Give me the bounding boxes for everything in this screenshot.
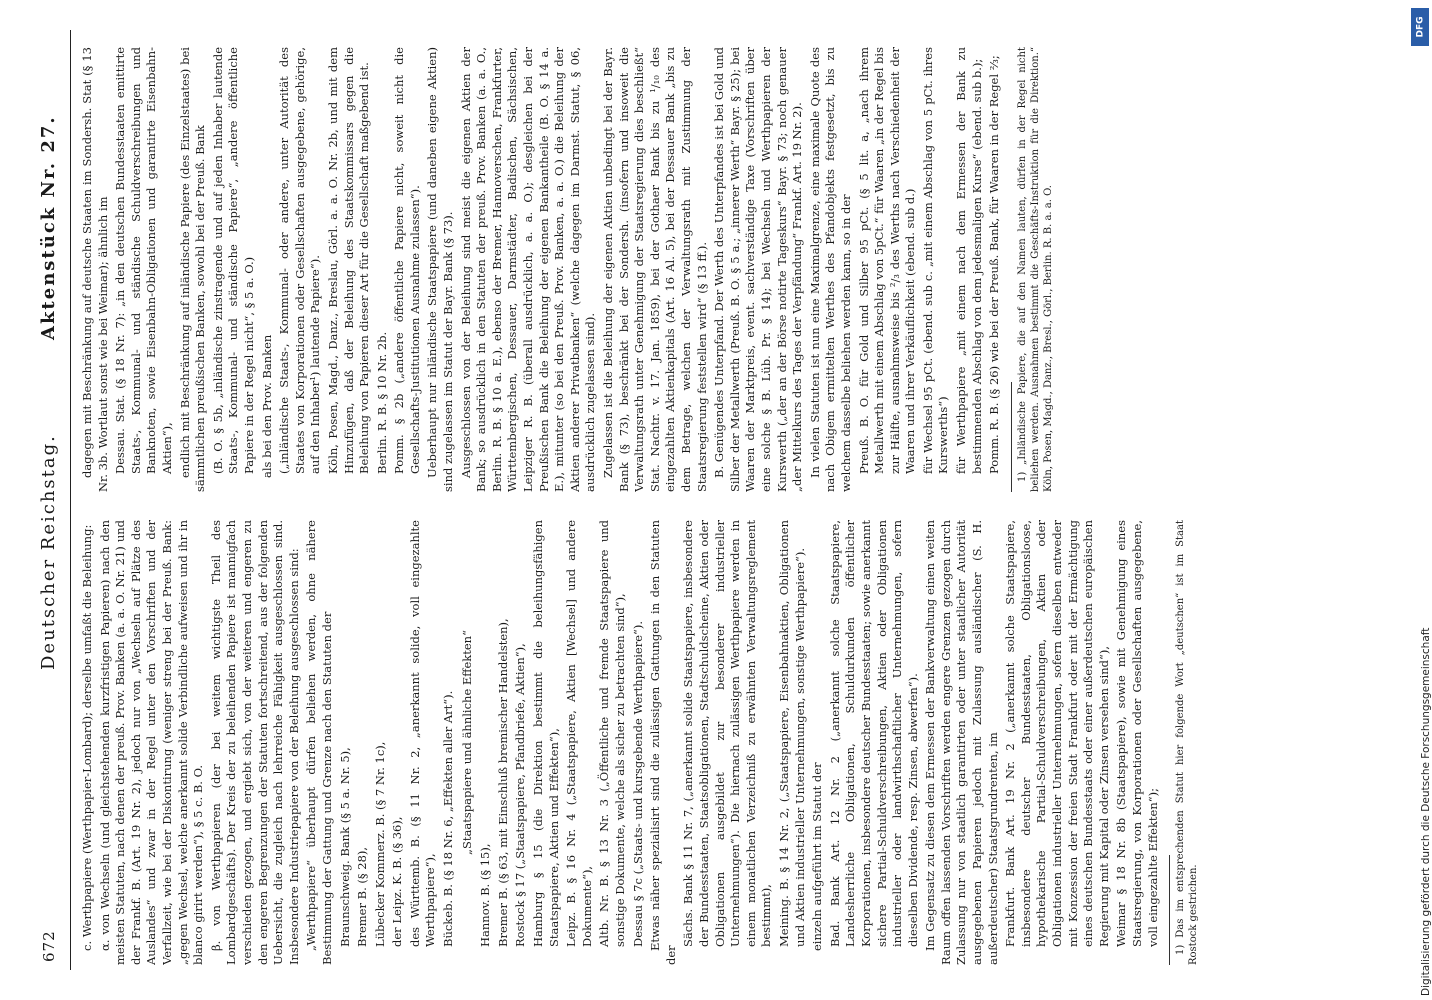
- list-item: Hamburg § 15 (die Direktion bestimmt die beleihungsfähigen Staatspapiere, Aktien und Effekten“),: [531, 520, 561, 947]
- list-item: Preuß. B. O. für Gold und Silber 95 pCt. (§ 5 lit. a, „nach ihrem Metallwerth mit einem Abschlag von 5pCt.“ für Waaren „in der Regel bis zur Hälfte, ausnahmsweise bis ²/₃ des Werths nach Verschiedenheit der Waaren und ihrer Verkäuflichkeit (ebend. sub d.): [856, 47, 918, 474]
- list-item: Altb. Nr. B. § 13 Nr. 3 („Öffentliche und fremde Staatspapiere und sonstige Dokumente, welche als sicher zu betrachten sind“),: [597, 520, 627, 947]
- list-item: Bad. Bank Art. 12 Nr. 2 („anerkannt solche Staatspapiere, Landesherrliche Obligationen, Schuldurkunden öffentlicher Korporationen, insbesondere deutscher Bundesstaaten; sowie anerkannt sichere Partial-Schuldverschreibungen, Aktien oder Obligationen industrieller oder landwirthschaftlicher Unternehmungen, sofern dieselben Dividende, resp. Zinsen, abwerfen“).: [827, 520, 920, 947]
- list-item: („inländische Staats-, Kommunal- oder andere, unter Autorität des Staates von Korporationen oder Gesellschaften ausgegebene, gehörige, auf den Inhaber¹) lautende Papiere“).: [277, 47, 323, 474]
- footnote: 1) Das im entsprechenden Statut hier folgende Wort „deutschen“ ist im Staat Rostock gestrichen.: [1175, 520, 1200, 965]
- list-item: Bremer B. (§ 28),: [355, 846, 370, 947]
- footnote-rule: [1169, 855, 1170, 965]
- paragraph: β. von Werthpapieren (der bei weitem wichtigste Theil des Lombardgeschäfts). Der Kreis der zu beleihenden Papiere ist mannigfach verschieden gezogen, und ergiebt sich, von der weiteren und engeren zu den engeren Begrenzungen der Statuten fortschreitend, aus der folgenden Uebersicht, die zugleich nach lehrreiche Fähigkeit ausgeschlossen sind. Insbesondere Industriepapiere von der Beleihung ausgeschlossen sind:: [208, 520, 301, 965]
- right-column: [80, 47, 1390, 492]
- list-item: Rostock § 17 („Staatspapiere, Pfandbriefe, Aktien“),: [513, 643, 528, 947]
- list-item: Bückeb. B. (§ 18 Nr. 6, „Effekten aller Art“).: [441, 690, 456, 947]
- page-number: 672: [40, 930, 58, 962]
- list-item: Pomm. R. B. (§ 26) wie bei der Preuß. Bank, für Waaren in der Regel ⅔;: [987, 55, 1002, 474]
- footnote-rule: [1011, 382, 1012, 492]
- list-item: des Württemb. B. (§ 11 Nr. 2, „anerkannt solide, voll eingezahlte Werthpapiere“),: [407, 520, 438, 947]
- paragraph: c. Werthpapiere (Werthpapier-Lombard); derselbe umfaßt die Beleihung:: [80, 524, 94, 951]
- paragraph: dagegen mit Beschränkung auf deutsche Staaten im Sondersh. Stat (§ 13 Nr. 3b. Wortlaut sonst wie bei Weimar); ähnlich im: [80, 47, 110, 492]
- list-item: der Leipz. K. B. (§ 36),: [390, 816, 405, 947]
- list-item: Sächs. Bank § 11 Nr. 7, („anerkannt solide Staatspapiere, insbesondere der Bundesstaaten, Staatsobligationen, Stadtschuldscheine, Aktien oder Obligationen ausgebildet zur besonderer industrieller Unternehmungen“). Die hiernach zulässigen Werthpapiere werden in einem monatlichen Verzeichniß zu erwähnten Verwaltungsreglement bestimmt),: [681, 520, 774, 947]
- list-item: Weimar § 18 Nr. 8b (Staatspapiere), sowie mit Genehmigung eines Staatsregierung, von Korporationen oder Gesellschaften ausgegebene, voll eingezahlte Effekten“);: [1114, 520, 1160, 947]
- paragraph: In vielen Statuten ist nun eine Maximalgrenze, eine maximale Quote des nach Obigem ermittelten Werthes des Pfandobjekts festgesetzt, bis zu welchem dasselbe beliehen werden kann, so in der: [807, 47, 853, 492]
- list-item: für Werthpapiere „mit einem nach dem Ermessen der Bank zu bestimmenden Abschlag von dem jedesmaligen Kurse“ (ebend. sub b.);: [954, 47, 984, 474]
- list-item: Leipz. B. § 16 Nr. 4 („Staatspapiere, Aktien [Wechsel] und andere Dokumente“),: [564, 520, 594, 947]
- dfg-logo: [1411, 8, 1429, 46]
- list-item: Bremer B. (§ 63, mit Einschluß bremischer Handelsten),: [495, 618, 510, 947]
- list-item: Köln, Posen, Magd., Danz., Breslau, Görl. a. a. O. Nr. 2b, und mit dem Hinzufügen, daß der Beleihung des Staatskommissars gegen die Beleihung von Papieren dieser Art für die Gesellschaft maßgebend ist.: [325, 47, 372, 474]
- page-header: [30, 30, 71, 970]
- paragraph: Etwas näher spezialisirt sind die zulässigen Gattungen in den Statuten der: [648, 520, 678, 965]
- list-item: Berlin. R. B. § 10 Nr. 2b.: [374, 331, 389, 474]
- paragraph: „Werthpapiere“ überhaupt dürfen beliehen werden, ohne nähere Bestimmung der Gattung und Grenze nach den Statuten der: [304, 520, 334, 965]
- footnote: 1) „Inländische Papiere, die auf den Namen lauten, dürfen in der Regel nicht beliehen werden. Ausnahmen bestimmt die Geschäfts-Instruktion für die Direktion.“ Köln, Posen, Magd., Danz., Bresl., Görl., Berlin. R. B. a. a. O.: [1016, 47, 1054, 492]
- list-item: Frankfurt. Bank Art. 19 Nr. 2 („anerkannt solche Staatspapiere, insbesondere deutscher Bundesstaaten, Obligationsloose, hypothekarische Partial-Schuldverschreibungen, Aktien oder Obligationen industrieller Unternehmungen, sofern dieselben entweder mit Konzession der freien Stadt Frankfurt oder mit der Ermächtigung eines deutschen Bundesstaats oder einer außerdeutschen europäischen Regierung mit Kapital oder Zinsen versehen sind“),: [1003, 520, 1111, 947]
- paragraph: endlich mit Beschränkung auf inländische Papiere (des Einzelstaates) bei sämmtlichen preußischen Banken, sowohl bei der Preuß. Bank: [177, 47, 208, 492]
- list-item: Pomm. § 2b („andere öffentliche Papiere nicht, soweit nicht die Gesellschafts-Justitutionen Ausnahme zulassen“).: [392, 47, 422, 474]
- paragraph: einzeln aufgeführt im Statut der: [810, 762, 825, 951]
- list-item: Meining. B. § 14 Nr. 2, („Staatspapiere, Eisenbahnaktien, Obligationen und Aktien industrieller Unternehmungen, sonstige Werthpapiere“).: [776, 520, 807, 947]
- paragraph: Im Gegensatz zu diesen dem Ermessen der Bankverwaltung einen weiten Raum offen lassenden Vorschriften werden engere Grenzen gezogen durch Zulassung nur von staatlich garantirten oder unter staatlicher Autorität ausgegebenen Papieren jedoch mit Zulassung ausländischer (S. H. außerdeutscher) Staatsgrundrenten, im: [923, 520, 1000, 965]
- list-item: Hannov. B. (§ 15),: [478, 843, 493, 947]
- paragraph: Ausgeschlossen von der Beleihung sind meist die eigenen Aktien der Bank; so ausdrücklich in den Statuten der preuß. Prov. Banken (a. a. O., Berlin. R. B. § 10 a. E.), ebenso der Bremer, Hannoverschen, Frankfurter, Württembergischen, Dessauer, Darmstädter, Badischen, Sächsischen, Leipziger R. B. (überall ausdrücklich, a. a. O.); desgleichen bei der Preußischen Bank die Beleihung der eigenen Bankantheile (B. O. § 14 a. E.), mitunter (so bei den Preuß. Prov. Banken, a. a. O.) die Beleihung der Aktien anderer Privatbanken“ (welche dagegen im Darmst. Statut, § 06, ausdrücklich zugelassen sind).: [458, 47, 598, 492]
- list-item: für Wechsel 95 pCt. (ebend. sub c. „mit einem Abschlag von 5 pCt. ihres Kurswerths“): [920, 47, 951, 474]
- list-item: Braunschweig. Bank (§ 5 a. Nr. 5),: [337, 747, 352, 947]
- rotated-page-content: [30, 30, 1400, 970]
- paragraph: als bei den Prov. Banken: [259, 334, 274, 478]
- list-item: Dessau § 7c („Staats- und kursgebende Werthpapiere“).: [630, 620, 645, 947]
- paragraph: Zugelassen ist die Beleihung der eigenen Aktien unbedingt bei der Bayr. Bank (§ 73), beschränkt bei der Sondersh. (insofern und insoweit die Verwaltungsrath unter Genehmigung der Staatsregierung dies beschließt“ Stat. Nachtr. v. 17. Jan. 1859), bei der Gothaer Bank bis zu ¹/₁₀ des eingezahlten Aktienkapitals (Art. 16 Al. 5), bei der Dessauer Bank „bis zu dem Betrage, welchen der Verwaltungsrath mit Zustimmung der Staatsregierung feststellen wird“ (§ 13 ff.).: [601, 47, 709, 492]
- document-file-number: Aktenstück Nr. 27.: [38, 115, 59, 340]
- paragraph: α. von Wechseln (und gleichstehenden kurzfristigen Papieren) nach den meisten Statuten, nach denen der preuß. Prov. Banken (a. a. O. Nr. 21) und der Frankf. B. (Art. 19 Nr. 2), jedoch nur von „Wechseln auf Plätze des Auslandes“ und zwar in der Regel unter den Vorschriften und der Verfallzeit, wie bei der Diskontirung (weniger streng bei der Preuß. Bank: „gegen Wechsel, welche anerkannt solide Verbindliche aufweisen und ihr in blanco girirt werden“), § 5 c. B. O.: [97, 520, 206, 965]
- running-title: Deutscher Reichstag.: [38, 434, 59, 670]
- list-item: (B. O. § 5b, „inländische zinstragende und auf jeden Inhaber lautende Staats-, Kommunal- und ständische Papiere“, „andere öffentliche Papiere in der Regel nicht“, § 5 a. O.): [210, 47, 256, 474]
- left-column: [80, 520, 1390, 965]
- list-item: Dessau. Stat. (§ 18 Nr. 7): „in den deutschen Bundesstaaten emittirte Staats-, Kommunal- und ständische Schuldverschreibungen und Banknoten, sowie Eisenbahn-Obligationen und garantirte Eisenbahn-Aktien“),: [113, 47, 174, 474]
- digitization-credit: Digitalisierung gefördert durch die Deutsche Forschungsgemeinschaft: [1420, 627, 1432, 996]
- section-heading: „Staatspapiere und ähnliche Effekten“: [459, 630, 474, 855]
- list-item: Lübecker Kommerz. B. (§ 7 Nr. 1c),: [372, 741, 387, 947]
- dfg-logo-text: DFG: [1415, 16, 1426, 38]
- paragraph: Ueberhaupt nur inländische Staatspapiere (und daneben eigene Aktien) sind zugelassen im Statut der Bayr. Bank (§ 73).: [425, 47, 456, 492]
- paragraph: B. Genügendes Unterpfand. Der Werth des Unterpfandes ist bei Gold und Silber der Metallwerth (Preuß. B. O. § 5 a.; „innerer Werth“ Bayr. § 25); bei Waaren der Marktpreis, event. sachverständige Taxe (Vorschriften über eine solche § B. Lüb. Pr. § 14); bei Wechseln und Werthpapieren der Kurswerth („der an der Börse notirte Tageskurs“ Bayr. § 73; noch genauer „der Mittelkurs des Tages der Verpfändung“ Frankf. Art. 19 Nr. 2).: [712, 47, 805, 492]
